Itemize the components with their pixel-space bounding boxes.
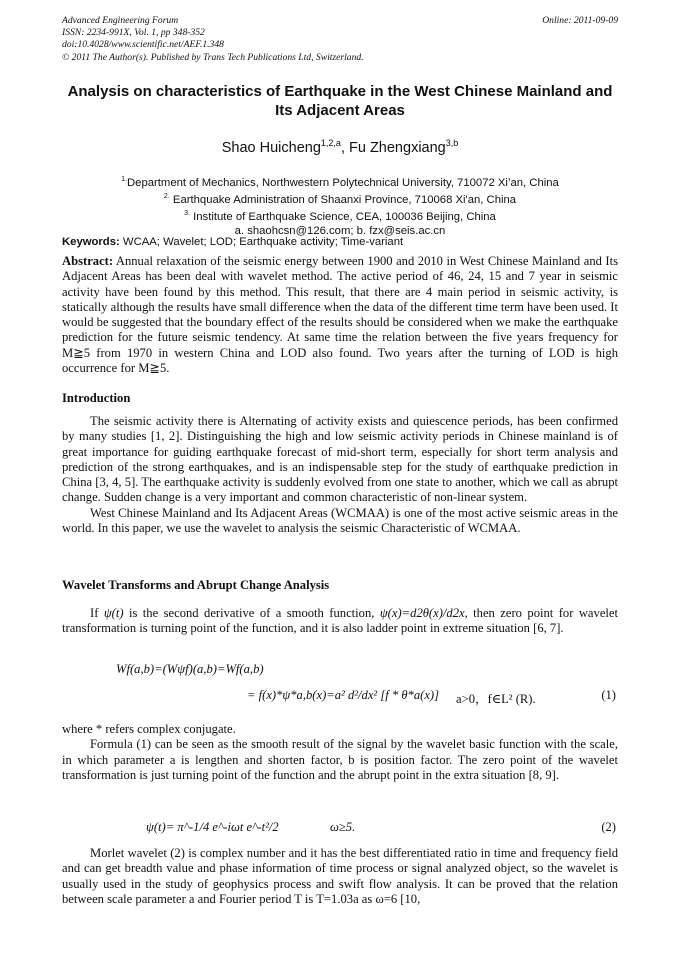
wavelet-body-3 <box>62 846 618 907</box>
wavelet-p4: Morlet wavelet (2) is complex number and it has the best differentiated ratio in time and frequency field and can get breadth value and phase information of time process or signal analyzed object, so the wavelet is usually used in the study of geophysics process and swift flow analysis. It can be proved that the relation between scale parameter a and Fourier period T is T=1.03a as ω=6 [10, <box>62 846 618 906</box>
author-sep: , <box>340 139 349 156</box>
psi-t: ψ(t) <box>103 606 124 620</box>
issn-line: ISSN: 2234-991X, Vol. 1, pp 348-352 <box>62 27 205 39</box>
doi-line: doi:10.4028/www.scientific.net/AEF.1.348 <box>62 39 224 51</box>
journal-name: Advanced Engineering Forum <box>62 15 179 26</box>
abstract <box>62 254 618 376</box>
intro-p2: West Chinese Mainland and Its Adjacent Areas (WCMAA) is one of the most active seismic areas in the world. In this paper, we use the wavelet to analysis the seismic Characteristic of WCMAA. <box>62 505 618 536</box>
psi-x: ψ(x)=d2θ(x)/d2x <box>379 606 465 620</box>
copyright-line: © 2011 The Author(s). Published by Trans Tech Publications Ltd, Switzerland. <box>62 51 364 63</box>
wavelet-body-2 <box>62 722 618 783</box>
author-1-sup: 1,2,a <box>320 138 341 148</box>
emails: a. shaohcsn@126.com; b. fzx@seis.ac.cn <box>234 224 446 237</box>
affil-1-sup: 1. <box>121 176 128 183</box>
affil-3: Institute of Earthquake Science, CEA, 100036 Beijing, China <box>190 210 496 223</box>
equation-1-line-2: = f(x)*ψ*a,b(x)=a² d²/dx² [f * θ*a(x)] <box>247 688 440 702</box>
abstract-text: Annual relaxation of the seismic energy between 1900 and 2010 in West Chinese Mainland and Its Adjacent Areas has been deal with wavelet method. The active period of 46, 24, 15 and 7 year in seismic activity have been found by this method. This result, that there are 4 main period in seismic activity, is statically although the results have small difference when the data of the different time term have been used. It would be suggested that the boundary effect of the results should be considered when we make the earthquake prediction for the future seismic tendency. At same time the relation between the five years frequency for M≧5 from 1970 in western China and LOD also found. Two years after the turning of LOD is high occurrence for M≧5. <box>62 254 618 376</box>
affil-2: Earthquake Administration of Shaanxi Province, 710068 Xi'an, China <box>169 193 517 206</box>
affiliations <box>62 173 618 238</box>
equation-2: ψ(t)= π^-1/4 e^-iωt e^-t²/2 <box>146 820 279 834</box>
keywords-label: Keywords: <box>62 236 120 248</box>
keywords-text: WCAA; Wavelet; LOD; Earthquake activity; Time-variant <box>119 236 404 248</box>
intro-body <box>62 414 618 536</box>
keywords <box>62 236 618 248</box>
journal-header <box>62 15 618 64</box>
online-date: Online: 2011-09-09 <box>542 15 618 26</box>
paper-title: Analysis on characteristics of Earthquake in the West Chinese Mainland and Its Adjacent Areas <box>67 83 613 119</box>
affil-2-sup: 2. <box>163 192 170 200</box>
equation-1-condition: a>0，f∈L² (R). <box>456 692 536 706</box>
author-1: Shao Huicheng <box>221 139 321 156</box>
intro-p1: The seismic activity there is Alternating of activity exists and quiescence periods, has been confirmed by many studies [1, 2]. Distinguishing the high and low seismic activity periods in Chinese mainland is of great importance for guiding earthquake forecast of mid-short term, especially for short term analysis and prediction of the strong earthquakes, and is an indispensable step for the study of earthquake prediction in China [3, 4, 5]. The earthquake activity is suddenly evolved from one state to another, which we call as abrupt change. Sudden change is a very important and common characteristic of non-linear system. <box>62 414 618 505</box>
wavelet-p2: where * refers complex conjugate. <box>62 722 236 736</box>
abstract-label: Abstract: <box>62 254 114 268</box>
equation-2-condition: ω≥5. <box>330 820 356 834</box>
author-2-sup: 3,b <box>445 138 459 148</box>
intro-heading: Introduction <box>62 391 131 405</box>
affil-1: Department of Mechanics, Northwestern Polytechnical University, 710072 Xi’an, China <box>127 176 559 189</box>
wavelet-p3: Formula (1) can be seen as the smooth result of the signal by the wavelet basic function with the scale, in which parameter a is lengthen and shorten factor, b is position factor. The zero point of the wavelet transformation is just turning point of the function and the abrupt point in the extra situation [8, 9]. <box>62 737 618 782</box>
author-2: Fu Zhengxiang <box>349 139 446 156</box>
affil-3-sup: 3. <box>184 209 190 217</box>
wavelet-p1: If ψ(t) is the second derivative of a smooth function, ψ(x)=d2θ(x)/d2x, then zero point for wavelet transformation is turning point of the function, and it is also ladder point in extreme situation [6, 7]. <box>62 606 618 636</box>
author-line <box>62 138 618 156</box>
equation-1-line-1: Wf(a,b)=(Wψf)(a,b)=Wf(a,b) <box>116 662 264 676</box>
equation-2-number: (2) <box>601 820 616 834</box>
wavelet-heading: Wavelet Transforms and Abrupt Change Analysis <box>62 578 330 592</box>
equation-1-number: (1) <box>601 688 616 702</box>
